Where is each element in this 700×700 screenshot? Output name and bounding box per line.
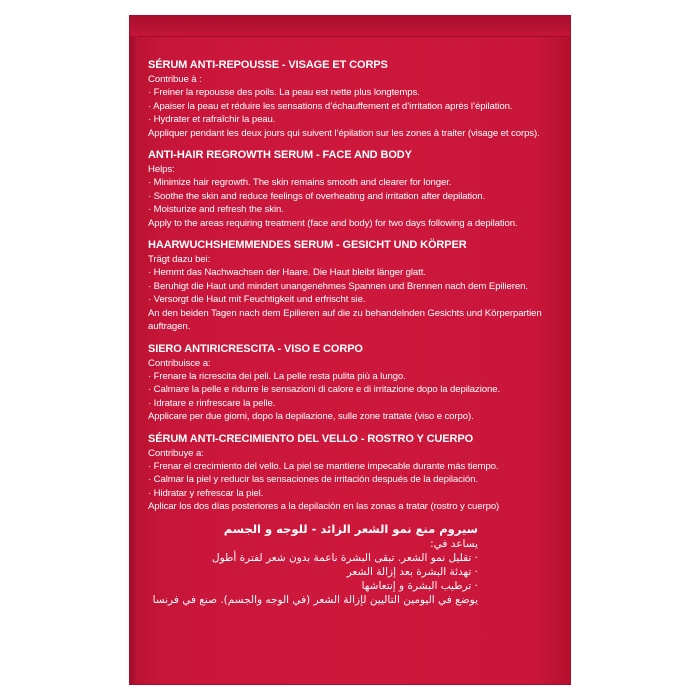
section-french [148,58,558,140]
application-instructions: An den beiden Tagen nach dem Epilieren auf die zu behandelnden Gesichts und Körperpartien auftragen. [148,307,542,333]
section-heading: SÉRUM ANTI-REPOUSSE - VISAGE ET CORPS [148,59,388,71]
section-intro: يساعد في: [430,537,478,550]
application-instructions: Appliquer pendant les deux jours qui suivent l’épilation sur les zones à traiter (visage et corps). [148,127,540,139]
bullet-item: · Frenare la ricrescita dei peli. La pelle resta pulita più a lungo. [148,370,558,383]
section-german [148,238,558,333]
box-side-tab [130,36,138,684]
bullet-item: · Moisturize and refresh the skin. [148,203,558,216]
bullet-item: · Hemmt das Nachwachsen der Haare. Die Haut bleibt länger glatt. [148,266,558,279]
bullet-item: · Idratare e rinfrescare la pelle. [148,397,558,410]
bullet-item: · Hydrater et rafraîchir la peau. [148,113,558,126]
bullet-item: · Minimize hair regrowth. The skin remains smooth and clearer for longer. [148,176,558,189]
bullet-item: · Freiner la repousse des poils. La peau est nette plus longtemps. [148,86,558,99]
bullet-item: · Versorgt die Haut mit Feuchtigkeit und erfrischt sie. [148,293,558,306]
bullet-item: · Soothe the skin and reduce feelings of overheating and irritation after depilation. [148,190,558,203]
box-top-flap [130,16,570,37]
product-box-back [130,16,570,684]
section-intro: Helps: [148,164,175,176]
section-heading: سيروم منع نمو الشعر الزائد - للوجه و الجسم [223,521,478,536]
application-instructions: Aplicar los dos días posteriores a la depilación en las zonas a tratar (rostro y cuerpo) [148,501,500,513]
application-instructions: Applicare per due giorni, dopo la depilazione, sulle zone trattate (viso e corpo). [148,411,474,423]
bullet-item: · Beruhigt die Haut und mindert unangenehmes Spannen und Brennen nach dem Epilieren. [148,280,558,293]
section-intro: Contribue à : [148,74,202,85]
section-english [148,148,558,230]
bullet-item: · Frenar el crecimiento del vello. La piel se mantiene impecable durante más tiempo. [148,460,558,473]
box-text-panel [148,58,558,615]
section-heading: ANTI-HAIR REGROWTH SERUM - FACE AND BODY [148,149,412,162]
bullet-item: · ترطيب البشرة و إنتعاشها [148,579,478,593]
section-intro: Contribuye a: [148,447,204,459]
section-intro: Contribuisce a: [148,357,211,369]
section-italian [148,342,558,424]
bullet-item: · Apaiser la peau et réduire les sensations d’échauffement et d’irritation après l’épilation. [148,100,558,113]
bullet-item: · Calmar la piel y reducir las sensaciones de irritación después de la depilación. [148,473,558,486]
section-arabic [148,522,478,607]
bullet-item: · Calmare la pelle e ridurre le sensazioni di calore e di irritazione dopo la depilazione. [148,383,558,396]
section-intro: Trägt dazu bei: [148,254,211,266]
section-heading: SÉRUM ANTI-CRECIMIENTO DEL VELLO - ROSTRO Y CUERPO [148,432,474,445]
section-spanish [148,432,558,514]
bullet-item: · تقليل نمو الشعر. تبقى البشرة ناعمة بدون شعر لفترة أطول [148,551,478,565]
section-heading: SIERO ANTIRICRESCITA - VISO E CORPO [148,342,363,355]
application-instructions: Apply to the areas requiring treatment (face and body) for two days following a depilation. [148,217,518,229]
section-heading: HAARWUCHSHEMMENDES SERUM - GESICHT UND KÖRPER [148,239,467,252]
bullet-item: · Hidratar y refrescar la piel. [148,487,558,500]
bullet-item: · تهدئة البشرة بعد إزالة الشعر [148,565,478,579]
application-instructions: يوضع في اليومين التاليين لإزالة الشعر (في الوجه والجسم). صنع في فرنسا [152,593,478,606]
